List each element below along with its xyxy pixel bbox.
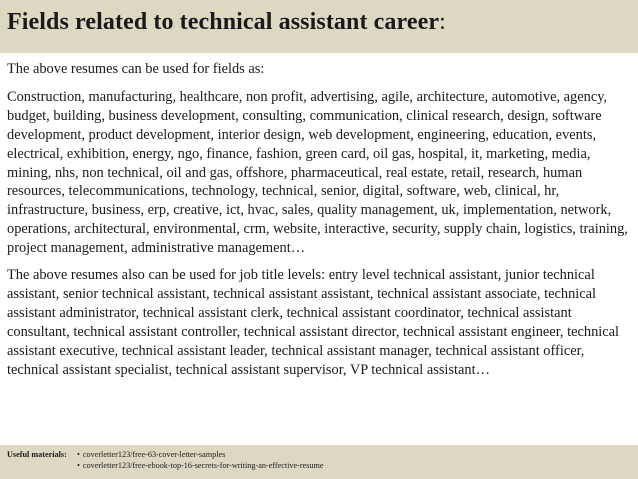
footer-label: Useful materials:: [7, 450, 67, 459]
footer-link-cover-letter-samples[interactable]: coverletter123/free-63-cover-letter-samples: [82, 450, 226, 459]
page-title-colon: :: [439, 9, 446, 35]
footer-row-2: [7, 460, 638, 471]
fields-paragraph: Construction, manufacturing, healthcare, non profit, advertising, agile, architecture, automotive, agency, budget, building, business development, consulting, communication, clinical research, design, software development, product development, interior design, web development, engineering, education, events, electrical, exhibition, energy, ngo, finance, fashion, green card, oil gas, hospital, it, marketing, media, mining, nhs, non technical, oil and gas, offshore, pharmaceutical, real estate, retail, research, human resources, telecommunications, technology, technical, senior, digital, software, web, clinical, hr, infrastructure, business, erp, creative, ict, hvac, sales, quality management, uk, implementation, network, operations, architectural, environmental, crm, website, interactive, security, supply chain, logistics, training, project management, administrative management…: [7, 88, 628, 257]
bullet-icon: •: [77, 461, 80, 470]
job-levels-paragraph: The above resumes also can be used for job title levels: entry level technical assistant, junior technical assistant, senior technical assistant, technical assistant assistant, technical assistant associate, technical assistant administrator, technical assistant clerk, technical assistant coordinator, technical assistant consultant, technical assistant controller, technical assistant director, technical assistant engineer, technical assistant executive, technical assistant leader, technical assistant manager, technical assistant officer, technical assistant specialist, technical assistant supervisor, VP technical assistant…: [7, 267, 620, 378]
page-title-text: Fields related to technical assistant career: [7, 9, 440, 35]
footer-row-1: [7, 449, 638, 460]
title-bar: [0, 0, 638, 53]
intro-paragraph: The above resumes can be used for fields as:: [7, 61, 265, 77]
footer-link-ebook-resume-secrets[interactable]: coverletter123/free-ebook-top-16-secrets-for-writing-an-effective-resume: [82, 461, 324, 470]
page-title: [7, 9, 638, 36]
bullet-icon: •: [77, 450, 80, 459]
footer: [0, 445, 638, 479]
main-content: [7, 60, 633, 380]
